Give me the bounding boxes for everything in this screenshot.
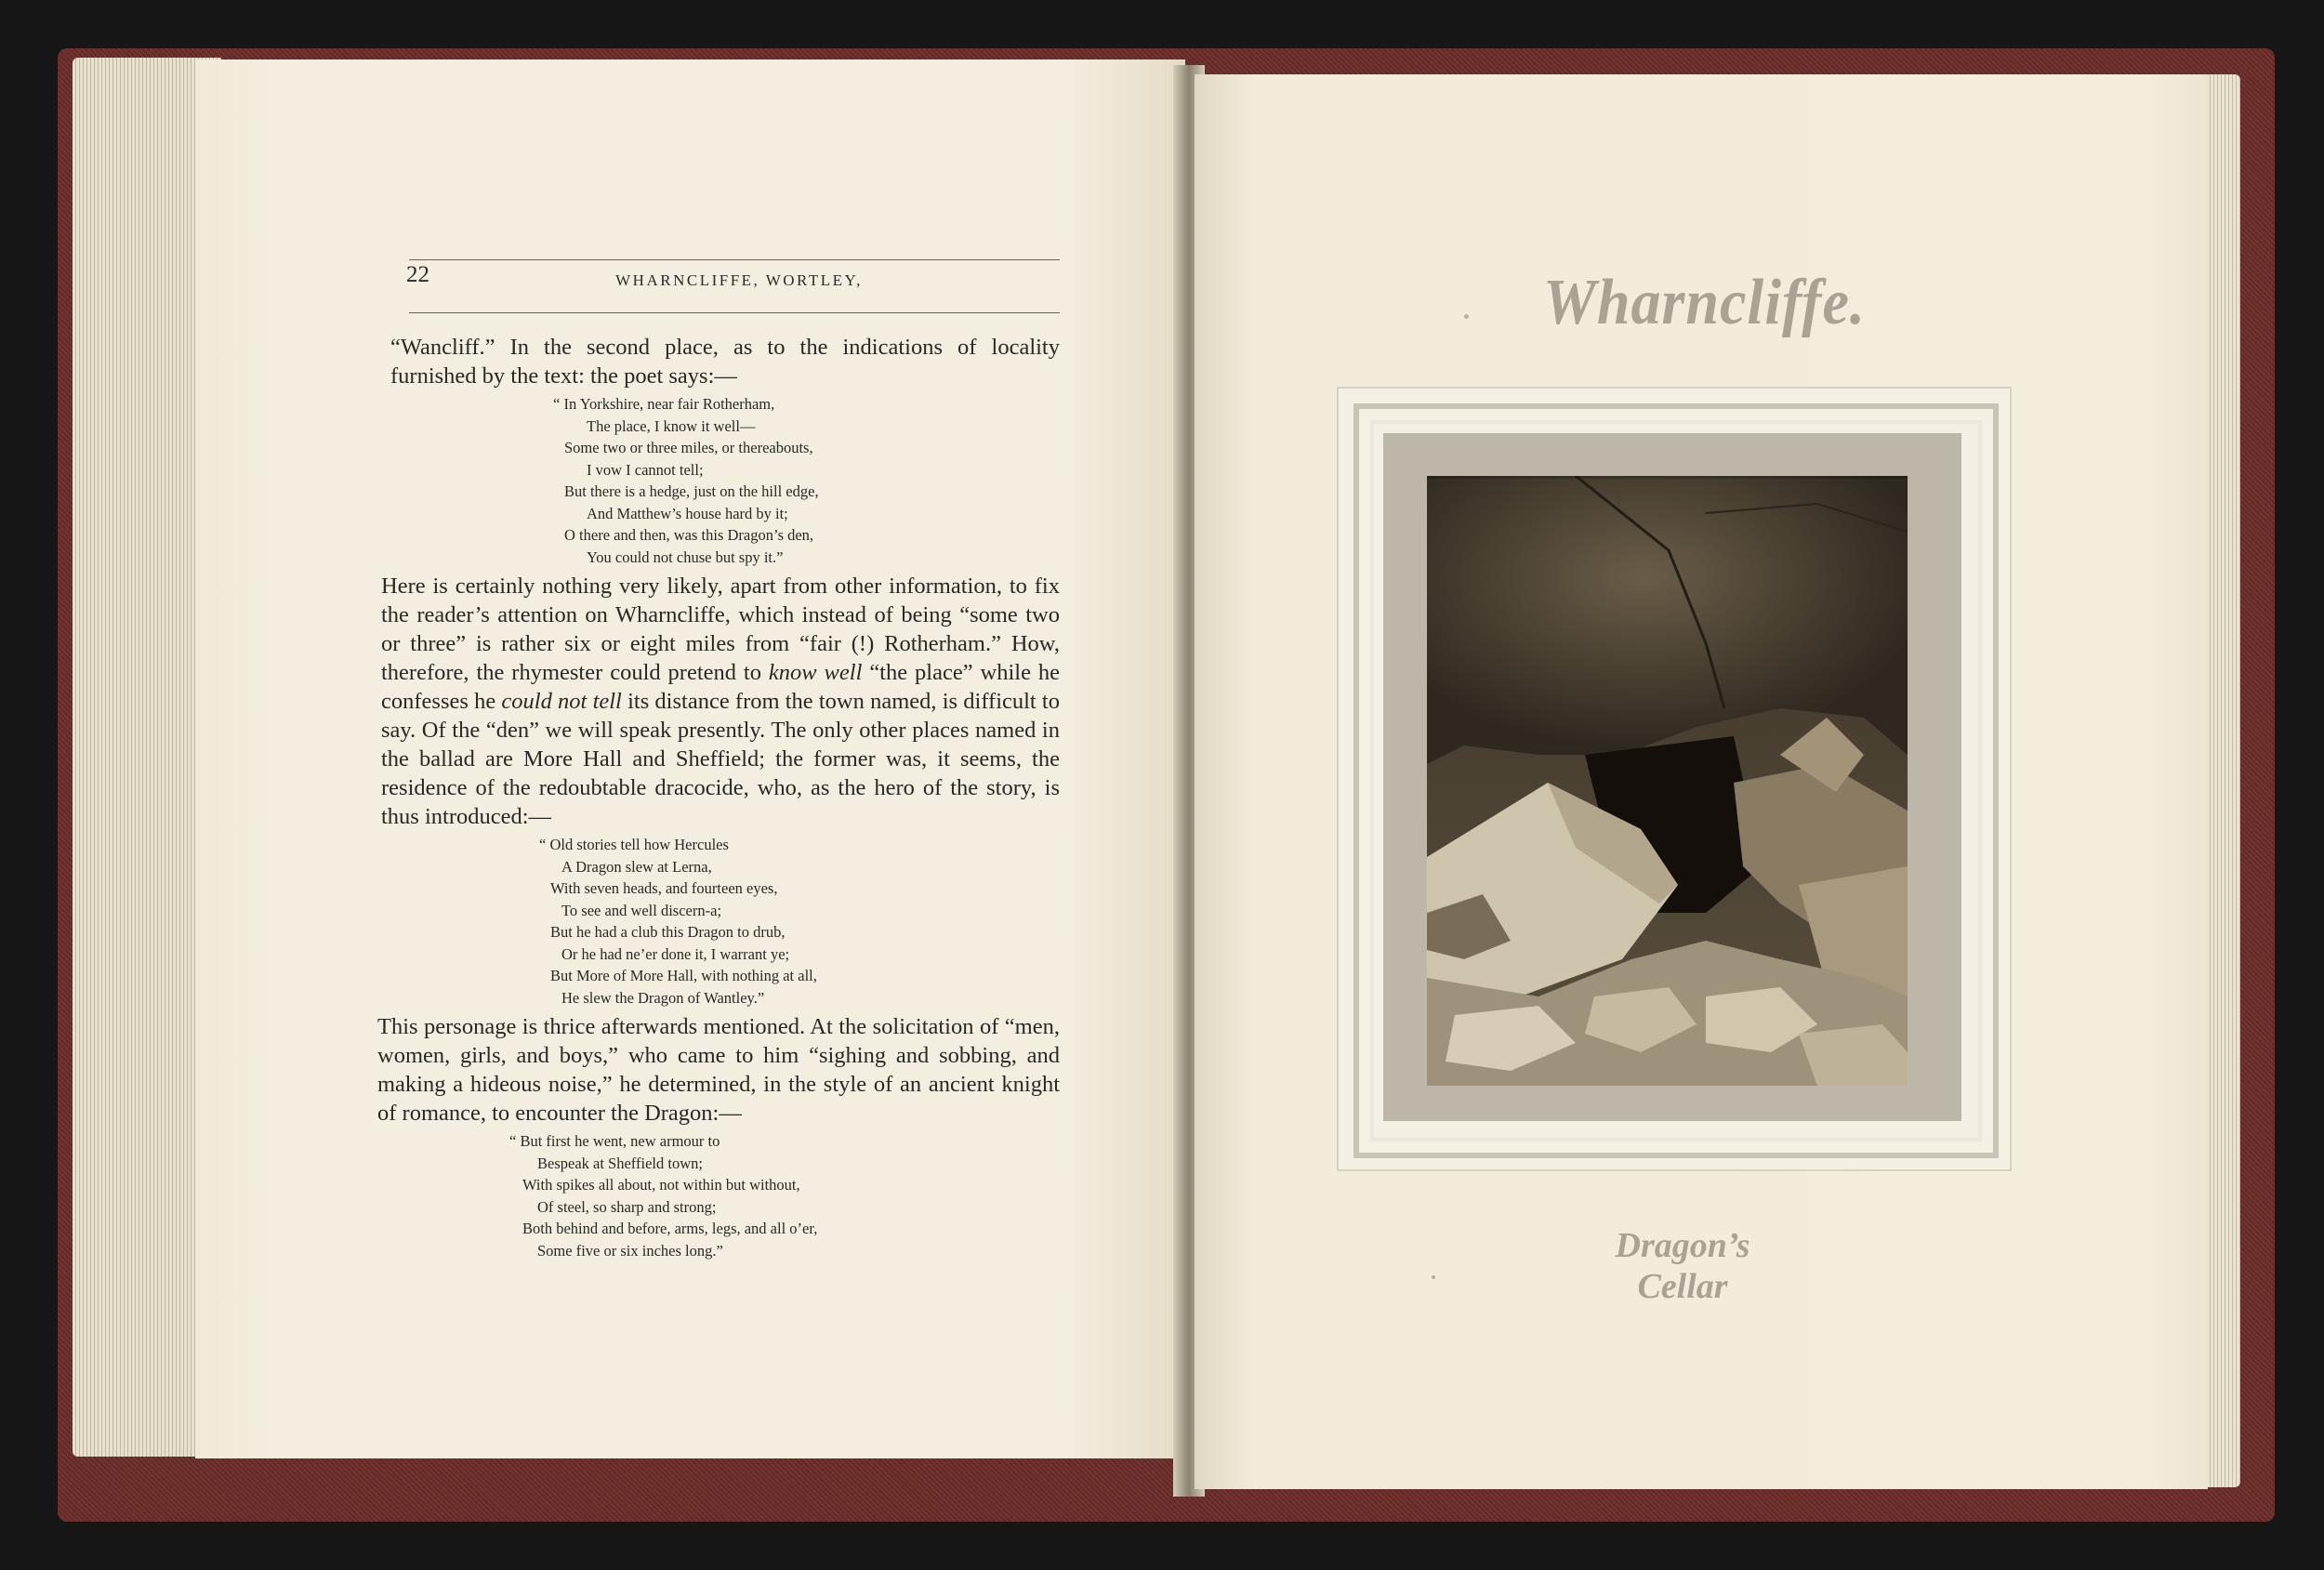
verse-line: Some five or six inches long.”: [537, 1241, 723, 1260]
paragraph-2-emphasis-2: could not tell: [501, 689, 622, 714]
foxing-spot: [1464, 314, 1469, 319]
paragraph-2: [381, 572, 1060, 831]
verse-line: You could not chuse but spy it.”: [587, 548, 784, 566]
verse-line: With spikes all about, not within but without,: [522, 1176, 800, 1194]
photograph-dragons-cellar: [1427, 476, 1908, 1086]
running-head: WHARNCLIFFE, WORTLEY,: [615, 271, 863, 289]
verse-line: Of steel, so sharp and strong;: [537, 1197, 717, 1216]
paragraph-1: [390, 333, 1060, 390]
text-body: [377, 333, 1060, 1265]
page-number: 22: [406, 262, 429, 287]
verse-line: The place, I know it well—: [587, 416, 756, 435]
verse-line: Some two or three miles, or thereabouts,: [564, 439, 813, 456]
paragraph-3: This personage is thrice afterwards mentioned. At the solicitation of “men, women, girls, and boys,” who came to him “sighing and sobbing, and making a hideous noise,” he determined, in the style of an ancient knight of romance, to encounter the Dragon:—: [377, 1014, 1060, 1126]
verse-line: He slew the Dragon of Wantley.”: [561, 988, 765, 1007]
verse-line: But More of More Hall, with nothing at all,: [550, 967, 817, 984]
verse-line: “ But first he went, new armour to: [509, 1132, 720, 1150]
verse-line: “ In Yorkshire, near fair Rotherham,: [553, 395, 775, 413]
paragraph-1-line-1: “Wancliff.” In the second place, as to the indications of locality: [390, 335, 1060, 360]
verse-line: Or he had ne’er done it, I warrant ye;: [561, 944, 790, 963]
verse-line: “ Old stories tell how Hercules: [539, 836, 729, 853]
paragraph-2-emphasis-1: know well: [768, 660, 863, 685]
plate-title: Wharncliffe.: [1543, 265, 1866, 338]
verse-2: [539, 834, 1060, 1009]
verse-line: With seven heads, and fourteen eyes,: [550, 879, 778, 897]
verse-line: O there and then, was this Dragon’s den,: [564, 526, 814, 544]
verse-3: [509, 1130, 1060, 1261]
paragraph-2-text-b: “the place” while he confesses he: [381, 660, 1060, 714]
foxing-spot: [1432, 1275, 1435, 1279]
verse-line: I vow I cannot tell;: [587, 460, 704, 479]
plate-caption: Dragon’s Cellar: [1615, 1226, 1750, 1306]
paragraph-1-line-2: furnished by the text: the poet says:—: [390, 363, 737, 389]
verse-line: To see and well discern-a;: [561, 901, 722, 919]
header-rule-bottom: [409, 312, 1060, 313]
verse-line: A Dragon slew at Lerna,: [561, 857, 712, 876]
verse-line: But there is a hedge, just on the hill edge,: [564, 482, 819, 500]
verse-line: Both behind and before, arms, legs, and all o’er,: [522, 1220, 818, 1237]
verse-line: Bespeak at Sheffield town;: [537, 1154, 703, 1172]
verse-line: And Matthew’s house hard by it;: [587, 504, 788, 522]
verse-line: But he had a club this Dragon to drub,: [550, 923, 786, 941]
header-rule-top: [409, 259, 1060, 260]
verse-1: [553, 393, 1060, 568]
paragraph-2-text-c: its distance from the town named, is difficult to say. Of the “den” we will speak presently. The only other places named in the ballad are More Hall and Sheffield; the former was, it seems, the residence of the redoubtable dracocide, who, as the hero of the story, is thus introduced:—: [381, 689, 1060, 829]
paragraph-2-text-a: Here is certainly nothing very likely, apart from other information, to fix the reader’s attention on Wharncliffe, which instead of being “some two or three” is rather six or eight miles from “fair (!) Rotherham.” How, therefore, the rhymester could pretend to: [381, 574, 1060, 685]
